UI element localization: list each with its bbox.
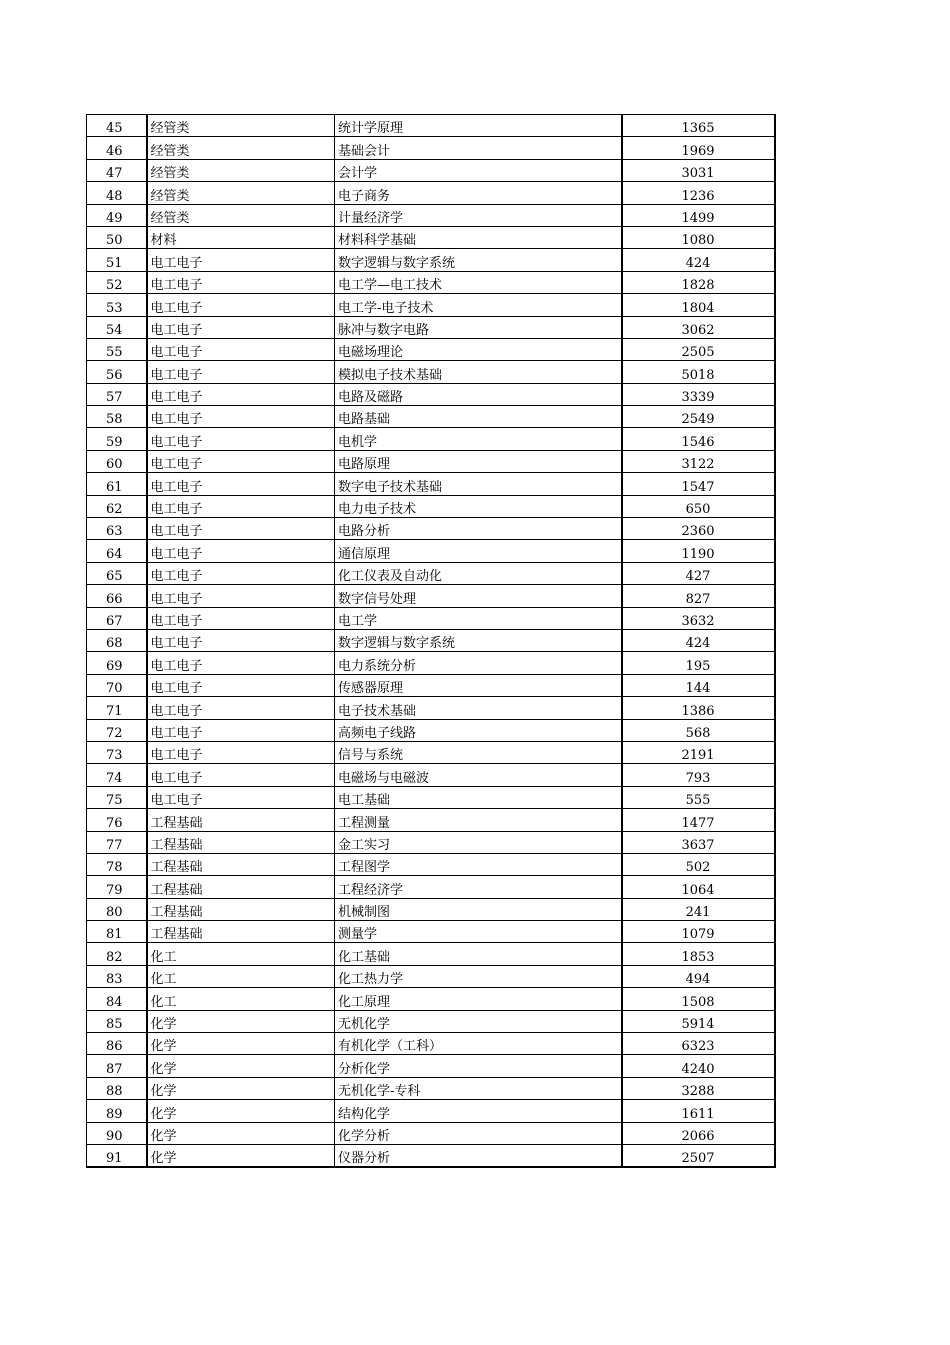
category-cell: 电工电子 [147,741,335,763]
course-name-cell: 化工原理 [335,988,622,1010]
category-cell: 电工电子 [147,607,335,629]
row-number-cell: 87 [87,1055,147,1077]
count-cell: 241 [622,898,775,920]
table-row [87,965,775,987]
course-name-cell: 化工基础 [335,943,622,965]
row-number-cell: 76 [87,809,147,831]
course-name-cell: 结构化学 [335,1100,622,1122]
category-cell: 经管类 [147,159,335,181]
category-cell: 电工电子 [147,271,335,293]
category-cell: 电工电子 [147,473,335,495]
course-name-cell: 数字电子技术基础 [335,473,622,495]
row-number-cell: 56 [87,361,147,383]
count-cell: 1080 [622,226,775,248]
category-cell: 电工电子 [147,629,335,651]
table-row [87,853,775,875]
row-number-cell: 63 [87,518,147,540]
row-number-cell: 45 [87,115,147,137]
table-row [87,204,775,226]
table-row [87,249,775,271]
count-cell: 1804 [622,294,775,316]
category-cell: 化学 [147,1077,335,1099]
table-row [87,764,775,786]
row-number-cell: 89 [87,1100,147,1122]
row-number-cell: 62 [87,495,147,517]
row-number-cell: 81 [87,921,147,943]
count-cell: 424 [622,249,775,271]
table-row [87,585,775,607]
table-row [87,674,775,696]
category-cell: 化学 [147,1055,335,1077]
course-name-cell: 工程测量 [335,809,622,831]
count-cell: 1853 [622,943,775,965]
course-name-cell: 工程图学 [335,853,622,875]
table-row [87,1100,775,1122]
count-cell: 6323 [622,1033,775,1055]
row-number-cell: 91 [87,1144,147,1166]
table-row [87,876,775,898]
table-row [87,428,775,450]
row-number-cell: 88 [87,1077,147,1099]
course-name-cell: 金工实习 [335,831,622,853]
table-row [87,518,775,540]
table-row [87,406,775,428]
row-number-cell: 66 [87,585,147,607]
table-row [87,137,775,159]
table-row [87,719,775,741]
row-number-cell: 69 [87,652,147,674]
count-cell: 1190 [622,540,775,562]
count-cell: 427 [622,562,775,584]
course-name-cell: 计量经济学 [335,204,622,226]
count-cell: 195 [622,652,775,674]
row-number-cell: 71 [87,697,147,719]
count-cell: 2507 [622,1144,775,1166]
course-name-cell: 高频电子线路 [335,719,622,741]
table-row [87,562,775,584]
course-name-cell: 电工学—电工技术 [335,271,622,293]
row-number-cell: 83 [87,965,147,987]
count-cell: 1828 [622,271,775,293]
category-cell: 经管类 [147,182,335,204]
count-cell: 3339 [622,383,775,405]
count-cell: 1236 [622,182,775,204]
count-cell: 1386 [622,697,775,719]
course-name-cell: 有机化学（工科） [335,1033,622,1055]
count-cell: 568 [622,719,775,741]
count-cell: 1969 [622,137,775,159]
category-cell: 电工电子 [147,674,335,696]
category-cell: 电工电子 [147,697,335,719]
category-cell: 电工电子 [147,338,335,360]
course-name-cell: 电路分析 [335,518,622,540]
course-name-cell: 电工学 [335,607,622,629]
category-cell: 化学 [147,1010,335,1032]
category-cell: 电工电子 [147,294,335,316]
course-name-cell: 电子技术基础 [335,697,622,719]
category-cell: 工程基础 [147,921,335,943]
count-cell: 4240 [622,1055,775,1077]
table-row [87,383,775,405]
count-cell: 5018 [622,361,775,383]
count-cell: 424 [622,629,775,651]
count-cell: 5914 [622,1010,775,1032]
count-cell: 1365 [622,115,775,137]
category-cell: 工程基础 [147,831,335,853]
row-number-cell: 75 [87,786,147,808]
count-cell: 555 [622,786,775,808]
category-cell: 电工电子 [147,652,335,674]
category-cell: 化学 [147,1100,335,1122]
table-row [87,921,775,943]
row-number-cell: 86 [87,1033,147,1055]
row-number-cell: 78 [87,853,147,875]
course-name-cell: 信号与系统 [335,741,622,763]
course-name-cell: 统计学原理 [335,115,622,137]
count-cell: 144 [622,674,775,696]
count-cell: 2549 [622,406,775,428]
course-name-cell: 分析化学 [335,1055,622,1077]
row-number-cell: 59 [87,428,147,450]
course-name-cell: 脉冲与数字电路 [335,316,622,338]
category-cell: 电工电子 [147,428,335,450]
count-cell: 1079 [622,921,775,943]
row-number-cell: 65 [87,562,147,584]
course-name-cell: 基础会计 [335,137,622,159]
course-name-cell: 通信原理 [335,540,622,562]
category-cell: 化学 [147,1033,335,1055]
row-number-cell: 64 [87,540,147,562]
table-row [87,361,775,383]
row-number-cell: 67 [87,607,147,629]
table-row [87,115,775,137]
course-name-cell: 电路基础 [335,406,622,428]
category-cell: 工程基础 [147,876,335,898]
table-row [87,450,775,472]
count-cell: 3031 [622,159,775,181]
course-name-cell: 传感器原理 [335,674,622,696]
category-cell: 化工 [147,943,335,965]
table-row [87,809,775,831]
count-cell: 2066 [622,1122,775,1144]
count-cell: 1064 [622,876,775,898]
count-cell: 1499 [622,204,775,226]
course-name-cell: 材料科学基础 [335,226,622,248]
course-name-cell: 电路及磁路 [335,383,622,405]
row-number-cell: 70 [87,674,147,696]
course-name-cell: 电路原理 [335,450,622,472]
row-number-cell: 72 [87,719,147,741]
row-number-cell: 85 [87,1010,147,1032]
table-row [87,182,775,204]
table-row [87,473,775,495]
table-row [87,1010,775,1032]
table-row [87,786,775,808]
row-number-cell: 80 [87,898,147,920]
category-cell: 电工电子 [147,406,335,428]
category-cell: 电工电子 [147,540,335,562]
count-cell: 650 [622,495,775,517]
count-cell: 1611 [622,1100,775,1122]
row-number-cell: 74 [87,764,147,786]
table-row [87,741,775,763]
count-cell: 793 [622,764,775,786]
count-cell: 1546 [622,428,775,450]
course-name-cell: 数字逻辑与数字系统 [335,629,622,651]
category-cell: 经管类 [147,115,335,137]
table-row [87,316,775,338]
table-row [87,831,775,853]
row-number-cell: 68 [87,629,147,651]
row-number-cell: 51 [87,249,147,271]
course-name-cell: 仪器分析 [335,1144,622,1166]
course-name-cell: 电磁场与电磁波 [335,764,622,786]
row-number-cell: 79 [87,876,147,898]
row-number-cell: 52 [87,271,147,293]
course-name-cell: 无机化学 [335,1010,622,1032]
table-row [87,1033,775,1055]
row-number-cell: 47 [87,159,147,181]
course-name-cell: 会计学 [335,159,622,181]
table-row [87,629,775,651]
course-name-cell: 机械制图 [335,898,622,920]
course-name-cell: 电子商务 [335,182,622,204]
count-cell: 1508 [622,988,775,1010]
category-cell: 电工电子 [147,361,335,383]
course-name-cell: 无机化学-专科 [335,1077,622,1099]
table-row [87,652,775,674]
count-cell: 3062 [622,316,775,338]
course-name-cell: 电力系统分析 [335,652,622,674]
category-cell: 电工电子 [147,764,335,786]
course-table [86,114,776,1168]
row-number-cell: 53 [87,294,147,316]
course-name-cell: 电磁场理论 [335,338,622,360]
table-row [87,943,775,965]
table-row [87,607,775,629]
table-row [87,1055,775,1077]
table-row [87,898,775,920]
category-cell: 电工电子 [147,562,335,584]
row-number-cell: 60 [87,450,147,472]
category-cell: 电工电子 [147,585,335,607]
count-cell: 2191 [622,741,775,763]
course-name-cell: 电工基础 [335,786,622,808]
count-cell: 827 [622,585,775,607]
course-name-cell: 数字逻辑与数字系统 [335,249,622,271]
category-cell: 电工电子 [147,383,335,405]
table-row [87,159,775,181]
category-cell: 电工电子 [147,316,335,338]
table-row [87,540,775,562]
category-cell: 电工电子 [147,786,335,808]
table-row [87,1077,775,1099]
course-name-cell: 电机学 [335,428,622,450]
row-number-cell: 49 [87,204,147,226]
count-cell: 1547 [622,473,775,495]
count-cell: 1477 [622,809,775,831]
table-row [87,271,775,293]
row-number-cell: 82 [87,943,147,965]
category-cell: 工程基础 [147,898,335,920]
course-name-cell: 化工仪表及自动化 [335,562,622,584]
table-row [87,294,775,316]
row-number-cell: 57 [87,383,147,405]
category-cell: 经管类 [147,137,335,159]
count-cell: 502 [622,853,775,875]
category-cell: 电工电子 [147,495,335,517]
course-table-body [87,115,775,1167]
table-row [87,697,775,719]
row-number-cell: 54 [87,316,147,338]
count-cell: 3632 [622,607,775,629]
category-cell: 化学 [147,1144,335,1166]
count-cell: 3288 [622,1077,775,1099]
count-cell: 2505 [622,338,775,360]
row-number-cell: 84 [87,988,147,1010]
table-row [87,338,775,360]
table-row [87,1144,775,1166]
course-name-cell: 模拟电子技术基础 [335,361,622,383]
count-cell: 494 [622,965,775,987]
row-number-cell: 50 [87,226,147,248]
course-name-cell: 化学分析 [335,1122,622,1144]
course-name-cell: 电工学-电子技术 [335,294,622,316]
category-cell: 经管类 [147,204,335,226]
row-number-cell: 77 [87,831,147,853]
table-row [87,988,775,1010]
table-row [87,226,775,248]
course-name-cell: 电力电子技术 [335,495,622,517]
course-name-cell: 测量学 [335,921,622,943]
count-cell: 2360 [622,518,775,540]
category-cell: 化工 [147,965,335,987]
table-row [87,1122,775,1144]
table-row [87,495,775,517]
row-number-cell: 90 [87,1122,147,1144]
category-cell: 电工电子 [147,450,335,472]
count-cell: 3637 [622,831,775,853]
category-cell: 电工电子 [147,518,335,540]
category-cell: 电工电子 [147,719,335,741]
category-cell: 化学 [147,1122,335,1144]
row-number-cell: 61 [87,473,147,495]
category-cell: 电工电子 [147,249,335,271]
category-cell: 工程基础 [147,853,335,875]
course-name-cell: 化工热力学 [335,965,622,987]
category-cell: 工程基础 [147,809,335,831]
category-cell: 材料 [147,226,335,248]
course-name-cell: 工程经济学 [335,876,622,898]
row-number-cell: 46 [87,137,147,159]
row-number-cell: 58 [87,406,147,428]
course-name-cell: 数字信号处理 [335,585,622,607]
count-cell: 3122 [622,450,775,472]
row-number-cell: 55 [87,338,147,360]
row-number-cell: 73 [87,741,147,763]
category-cell: 化工 [147,988,335,1010]
row-number-cell: 48 [87,182,147,204]
